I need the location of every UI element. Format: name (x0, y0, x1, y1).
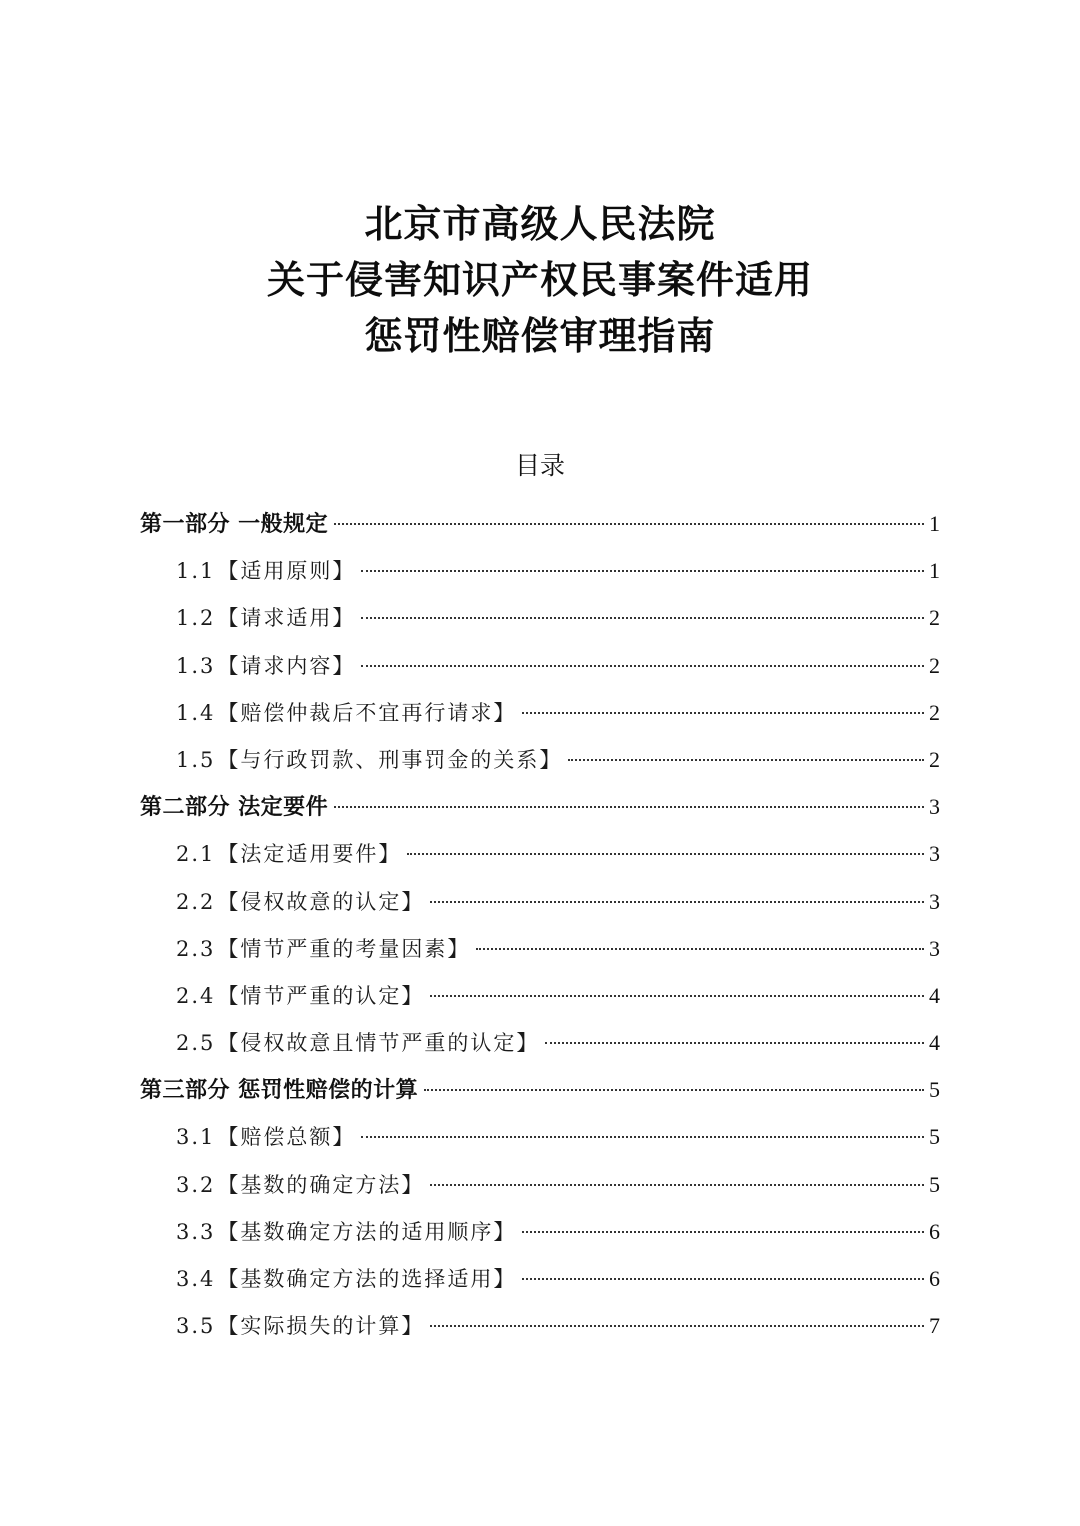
toc-entry-label: 【基数确定方法的选择适用】 (217, 1267, 517, 1291)
toc-entry-part-1[interactable] (140, 500, 940, 547)
toc-entry-2-5[interactable] (140, 1019, 940, 1066)
document-title (0, 196, 1080, 364)
toc-page-number: 2 (929, 746, 940, 772)
dot-leader (476, 948, 924, 950)
toc-entry-number: 3.1 (176, 1125, 216, 1150)
table-of-contents (140, 500, 940, 1349)
dot-leader (361, 1136, 924, 1138)
toc-entry-label: 【赔偿仲裁后不宜再行请求】 (217, 700, 517, 725)
dot-leader (430, 995, 924, 997)
toc-page-number: 3 (929, 935, 940, 961)
toc-page-number: 5 (929, 1124, 940, 1150)
toc-page-number: 4 (929, 982, 940, 1008)
dot-leader (424, 1089, 924, 1091)
toc-entry-number: 1.4 (176, 700, 216, 725)
dot-leader (334, 523, 924, 525)
toc-entry-3-2[interactable] (140, 1161, 940, 1208)
toc-entry-1-1[interactable] (140, 547, 940, 594)
toc-entry-1-3[interactable] (140, 642, 940, 689)
toc-entry-number: 3.3 (176, 1219, 216, 1244)
toc-entry-label: 【请求内容】 (217, 653, 356, 678)
toc-page-number: 3 (929, 841, 940, 867)
toc-entry-2-4[interactable] (140, 972, 940, 1019)
dot-leader (407, 853, 924, 855)
toc-entry-number: 1.5 (176, 747, 216, 772)
toc-entry-label: 【与行政罚款、刑事罚金的关系】 (217, 747, 563, 772)
toc-entry-label: 第二部分 法定要件 (140, 795, 329, 821)
dot-leader (522, 1278, 924, 1280)
toc-entry-number: 2.4 (176, 983, 216, 1008)
dot-leader (361, 570, 924, 572)
toc-entry-1-2[interactable] (140, 594, 940, 641)
toc-entry-number: 1.1 (176, 559, 216, 584)
dot-leader (545, 1042, 924, 1044)
toc-entry-label: 第一部分 一般规定 (140, 512, 329, 537)
toc-entry-2-3[interactable] (140, 925, 940, 972)
toc-entry-part-3[interactable] (140, 1066, 940, 1113)
toc-page-number: 6 (929, 1266, 940, 1291)
toc-page-number: 5 (929, 1171, 940, 1197)
toc-entry-number: 2.2 (176, 889, 216, 914)
dot-leader (568, 759, 924, 761)
toc-entry-label: 【实际损失的计算】 (217, 1314, 425, 1339)
toc-entry-label: 【请求适用】 (217, 606, 356, 631)
toc-page-number: 2 (929, 605, 940, 631)
toc-entry-1-5[interactable] (140, 736, 940, 783)
toc-entry-number: 3.4 (176, 1267, 216, 1291)
toc-entry-number: 2.1 (176, 842, 216, 867)
toc-page-number: 3 (929, 888, 940, 914)
toc-entry-3-4[interactable] (140, 1255, 940, 1302)
toc-page-number: 5 (929, 1077, 940, 1103)
toc-entry-number: 1.2 (176, 606, 216, 631)
title-line-2: 关于侵害知识产权民事案件适用 (266, 257, 813, 302)
title-line-1: 北京市高级人民法院 (364, 201, 716, 246)
toc-entry-label: 【法定适用要件】 (217, 842, 402, 867)
toc-entry-label: 【赔偿总额】 (217, 1125, 356, 1150)
toc-entry-number: 2.5 (176, 1031, 216, 1056)
toc-page-number: 2 (929, 699, 940, 725)
toc-entry-3-1[interactable] (140, 1113, 940, 1160)
toc-page-number: 1 (929, 511, 940, 536)
toc-entry-2-2[interactable] (140, 878, 940, 925)
toc-entry-1-4[interactable] (140, 689, 940, 736)
dot-leader (361, 665, 924, 667)
toc-entry-number: 3.2 (176, 1172, 216, 1197)
dot-leader (430, 901, 924, 903)
toc-entry-number: 2.3 (176, 936, 216, 961)
dot-leader (522, 712, 924, 714)
toc-entry-2-1[interactable] (140, 830, 940, 877)
toc-page-number: 7 (929, 1313, 940, 1339)
toc-entry-label: 【侵权故意的认定】 (217, 889, 425, 914)
toc-entry-number: 3.5 (176, 1314, 216, 1339)
toc-entry-label: 【情节严重的考量因素】 (217, 936, 471, 961)
dot-leader (522, 1231, 924, 1233)
toc-entry-3-5[interactable] (140, 1302, 940, 1349)
toc-heading: 目录 (514, 451, 565, 480)
toc-entry-label: 【侵权故意且情节严重的认定】 (217, 1031, 540, 1056)
toc-page-number: 6 (929, 1218, 940, 1244)
toc-entry-number: 1.3 (176, 653, 216, 678)
toc-entry-label: 【基数的确定方法】 (217, 1172, 425, 1197)
toc-page-number: 3 (929, 794, 940, 820)
toc-entry-label: 【基数确定方法的适用顺序】 (217, 1219, 517, 1244)
toc-entry-label: 【情节严重的认定】 (217, 983, 425, 1008)
toc-entry-3-3[interactable] (140, 1208, 940, 1255)
dot-leader (430, 1325, 924, 1327)
toc-entry-part-2[interactable] (140, 783, 940, 830)
dot-leader (361, 617, 924, 619)
toc-page-number: 2 (929, 652, 940, 678)
toc-entry-label: 【适用原则】 (217, 559, 356, 584)
toc-page-number: 1 (929, 558, 940, 584)
title-line-3: 惩罚性赔偿审理指南 (364, 313, 716, 358)
toc-entry-label: 第三部分 惩罚性赔偿的计算 (140, 1078, 419, 1104)
dot-leader (334, 806, 924, 808)
dot-leader (430, 1184, 924, 1186)
toc-page-number: 4 (929, 1030, 940, 1056)
